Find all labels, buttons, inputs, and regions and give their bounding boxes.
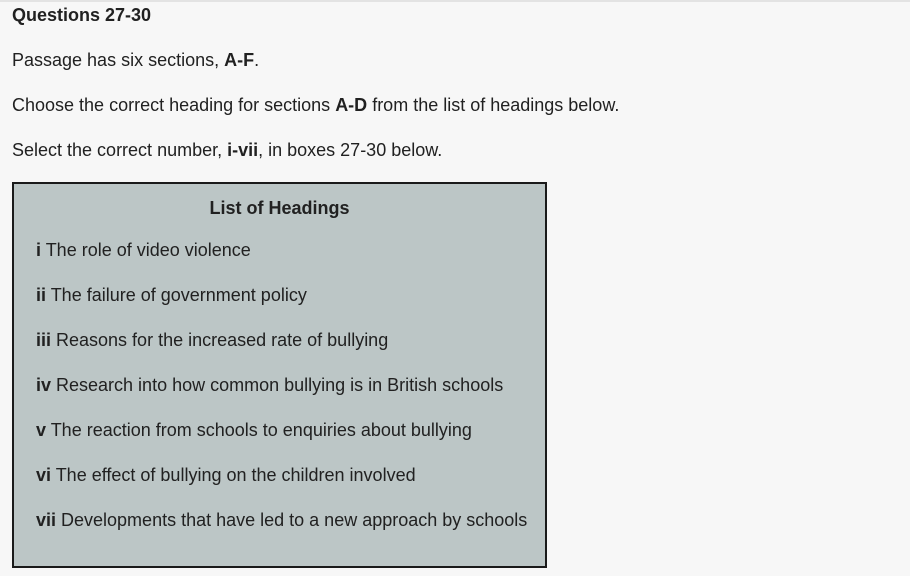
heading-text: The failure of government policy (46, 285, 307, 305)
headings-box-title: List of Headings (209, 198, 350, 218)
instruction-text: Select the correct number, (12, 140, 228, 160)
heading-text: The effect of bullying on the children involved (51, 465, 416, 485)
instruction-bold: A-F (224, 50, 255, 70)
instruction-text: from the list of headings below. (367, 95, 620, 115)
instruction-text: Choose the correct heading for sections (12, 95, 336, 115)
heading-item (36, 285, 307, 306)
heading-item (36, 510, 527, 531)
heading-item (36, 420, 472, 441)
heading-text: The reaction from schools to enquiries about bullying (46, 420, 472, 440)
heading-number: iv (36, 375, 52, 395)
heading-number: i (36, 240, 42, 260)
instruction-sections (12, 50, 259, 71)
heading-item (36, 375, 503, 396)
instruction-choose (12, 95, 619, 116)
heading-text: Reasons for the increased rate of bullying (51, 330, 389, 350)
heading-item (36, 330, 388, 351)
heading-item (36, 465, 416, 486)
instruction-select (12, 140, 442, 161)
heading-number: vi (36, 465, 52, 485)
instruction-text: , in boxes 27-30 below. (258, 140, 443, 160)
heading-number: vii (36, 510, 57, 530)
instruction-bold: A-D (335, 95, 368, 115)
question-title: Questions 27-30 (12, 5, 152, 25)
heading-item (36, 240, 251, 261)
heading-number: v (36, 420, 47, 440)
instruction-text: Passage has six sections, (12, 50, 225, 70)
heading-text: Developments that have led to a new approach by schools (56, 510, 528, 530)
top-divider (0, 0, 910, 2)
instruction-text: . (254, 50, 260, 70)
heading-number: iii (36, 330, 52, 350)
heading-text: The role of video violence (41, 240, 251, 260)
heading-number: ii (36, 285, 47, 305)
heading-text: Research into how common bullying is in British schools (51, 375, 504, 395)
instruction-bold: i-vii (227, 140, 259, 160)
list-of-headings-box (12, 182, 547, 568)
